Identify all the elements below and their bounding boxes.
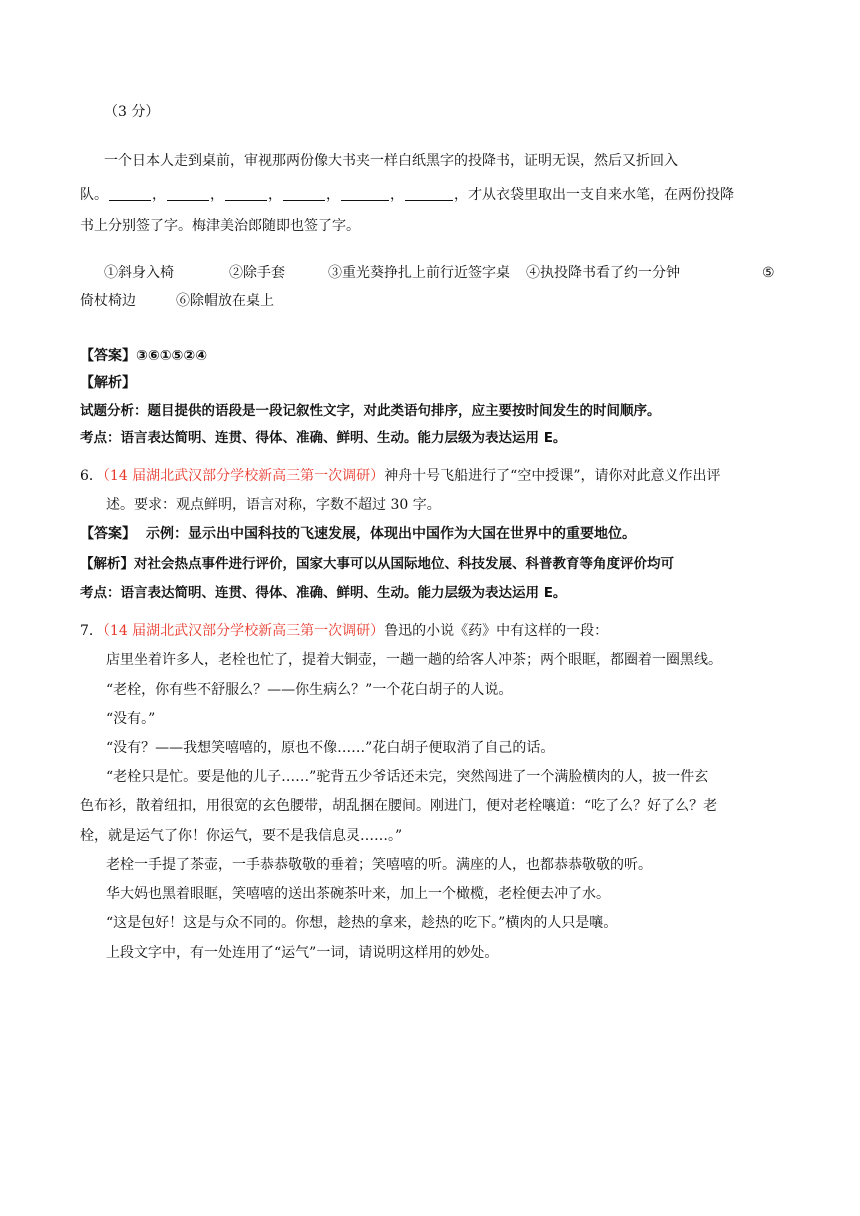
q7-source: （14 届湖北武汉部分学校新高三第一次调研） (102, 623, 385, 639)
q5-analysis-label: 【解析】 (80, 375, 136, 391)
q7-passage-line-10: “这是包好！这是与众不同的。你想，趁热的拿来，趁热的吃下。”横肉的人只是嚷。 (106, 915, 618, 931)
q7-number: 7． (80, 623, 103, 639)
q7-passage-line-1: 店里坐着许多人，老栓也忙了，提着大铜壶，一趟一趟的给客人冲茶；两个眼眶，都圈着一圈黑线。 (106, 652, 722, 668)
q5-passage-prefix: 队。 (80, 187, 108, 203)
q7-passage-line-6: 色布衫，散着纽扣，用很宽的玄色腰带，胡乱捆在腰间。刚进门，便对老栓嚷道：“吃了么？好了么？老 (80, 798, 718, 814)
option-2: ②除手套 (229, 265, 285, 281)
q7-prompt: 7．（14 届湖北武汉部分学校新高三第一次调研）鲁迅的小说《药》中有这样的一段： (80, 623, 609, 639)
q7-passage-line-7: 栓，就是运气了你！你运气，要不是我信息灵……。” (80, 828, 403, 844)
q7-passage-line-4: “没有？——我想笑嘻嘻的，原也不像……”花白胡子便取消了自己的话。 (106, 740, 555, 756)
q6-kaodian: 考点：语言表达简明、连贯、得体、准确、鲜明、生动。能力层级为表达运用 E。 (80, 585, 567, 601)
q7-question: 上段文字中，有一处连用了“运气”一词，请说明这样用的妙处。 (106, 945, 499, 961)
blank-6 (405, 186, 453, 201)
option-5-marker: ⑤ (762, 265, 775, 281)
option-4: ④执投降书看了约一分钟 (526, 265, 680, 281)
option-6: ⑥除帽放在桌上 (176, 293, 274, 309)
q5-answer: 【答案】③⑥①⑤②④ (80, 348, 208, 364)
q5-passage-line-1: 一个日本人走到桌前，审视那两份像大书夹一样白纸黑字的投降书，证明无误，然后又折回入 (104, 153, 678, 169)
q5-passage-line-2: 队。 ， ， ， ， ， ，才从衣袋里取出一支自来水笔，在两份投降 (80, 187, 734, 203)
q5-analysis: 试题分析：题目提供的语段是一段记叙性文字，对此类语句排序，应主要按时间发生的时间顺序。 (80, 403, 661, 419)
q6-number: 6． (80, 468, 103, 484)
blank-2 (167, 186, 209, 201)
q6-source: （14 届湖北武汉部分学校新高三第一次调研） (102, 468, 385, 484)
q6-analysis: 【解析】对社会热点事件进行评价，国家大事可以从国际地位、科技发展、科普教育等角度评价均可 (80, 556, 674, 572)
q6-answer-text: 示例：显示出中国科技的飞速发展，体现出中国作为大国在世界中的重要地位。 (146, 526, 636, 542)
q5-passage-line-3: 书上分别签了字。梅津美治郎随即也签了字。 (80, 218, 360, 234)
q7-passage-line-2: “老栓，你有些不舒服么？——你生病么？”一个花白胡子的人说。 (106, 682, 513, 698)
q7-passage-line-8: 老栓一手提了茶壶，一手恭恭敬敬的垂着；笑嘻嘻的听。满座的人，也都恭恭敬敬的听。 (106, 857, 652, 873)
blank-1 (109, 186, 151, 201)
q7-passage-line-9: 华大妈也黑着眼眶，笑嘻嘻的送出茶碗茶叶来，加上一个橄榄，老栓便去冲了水。 (106, 886, 610, 902)
q5-score: （3 分） (104, 104, 160, 120)
q5-passage-suffix: ，才从衣袋里取出一支自来水笔，在两份投降 (454, 187, 734, 203)
q5-answer-text: ③⑥①⑤②④ (136, 348, 208, 364)
option-3: ③重光葵挣扎上前行近签字桌 (328, 265, 510, 281)
blank-5 (341, 186, 389, 201)
option-1: ①斜身入椅 (104, 265, 174, 281)
blank-3 (225, 186, 267, 201)
q6-analysis-text: 对社会热点事件进行评价，国家大事可以从国际地位、科技发展、科普教育等角度评价均可 (134, 556, 674, 572)
q7-passage-line-5: “老栓只是忙。要是他的儿子……”驼背五少爷话还未完，突然闯进了一个满脸横肉的人，披一件玄 (106, 769, 709, 785)
q5-kaodian: 考点：语言表达简明、连贯、得体、准确、鲜明、生动。能力层级为表达运用 E。 (80, 430, 567, 446)
blank-4 (283, 186, 325, 201)
q6-answer: 【答案】 示例：显示出中国科技的飞速发展，体现出中国作为大国在世界中的重要地位。 (80, 526, 636, 542)
q6-prompt-line-1: 6．（14 届湖北武汉部分学校新高三第一次调研）神舟十号飞船进行了“空中授课”，请你对此意义作出评 (80, 468, 721, 484)
option-5-text: 倚杖椅边 (80, 293, 136, 309)
q7-passage-line-3: “没有。” (106, 711, 156, 727)
q6-prompt-line-2: 述。要求：观点鲜明，语言对称，字数不超过 30 字。 (106, 497, 441, 513)
